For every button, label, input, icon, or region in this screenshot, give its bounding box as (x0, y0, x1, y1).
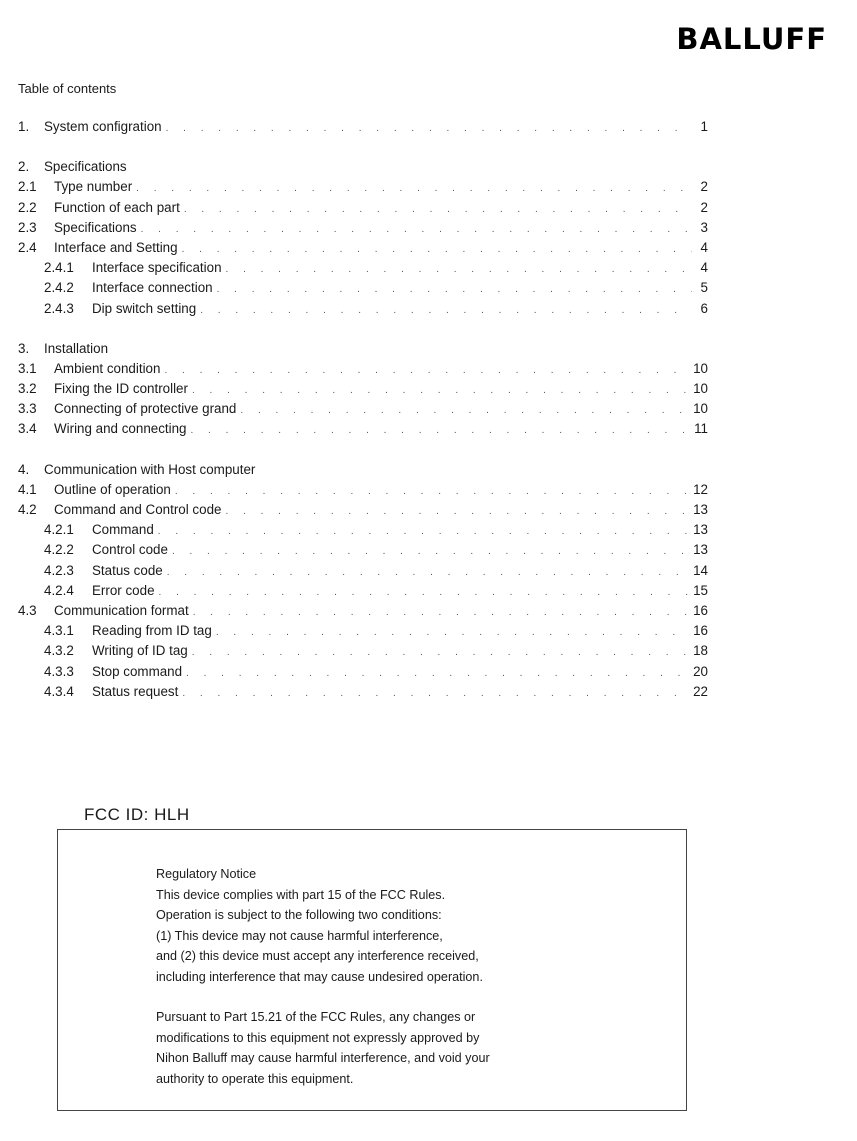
toc-entry (18, 561, 708, 581)
toc-entry-number: 4.2 (18, 502, 37, 517)
toc-entry-number: 3.1 (18, 360, 37, 376)
toc-entry (18, 117, 708, 137)
toc-heading-text: Specifications (44, 159, 127, 175)
toc-entry-text: Error code (92, 582, 155, 598)
toc-entry-number: 2.1 (18, 179, 37, 195)
toc-entry (18, 218, 708, 238)
toc-entry (18, 299, 708, 319)
toc-entry-text: System configration (44, 119, 162, 134)
toc-leader-dots (191, 421, 691, 441)
toc-title: Table of contents (18, 81, 117, 96)
toc-leader-dots (172, 542, 689, 562)
toc-entry-text: Communication format (54, 602, 189, 618)
table-of-contents (18, 117, 708, 702)
toc-leader-dots (193, 603, 689, 623)
toc-section-gap (18, 319, 708, 339)
toc-entry-number: 4.3.3 (44, 663, 74, 679)
toc-entry-text: Command (92, 522, 154, 538)
toc-page-number: 6 (700, 300, 708, 316)
toc-entry-number: 4.3.1 (44, 623, 74, 639)
toc-page-number: 22 (693, 683, 708, 699)
toc-entry (18, 419, 708, 439)
toc-leader-dots (192, 643, 689, 663)
toc-entry-number: 3.2 (18, 381, 37, 397)
toc-entry-text: Interface connection (92, 280, 213, 296)
toc-section-gap (18, 137, 708, 157)
toc-leader-dots (167, 563, 689, 583)
toc-entry-number: 4.3 (18, 602, 37, 618)
notice-line: authority to operate this equipment. (156, 1071, 354, 1086)
toc-entry (18, 258, 708, 278)
notice-line: Operation is subject to the following two conditions: (156, 908, 442, 922)
toc-page-number: 2 (700, 199, 708, 215)
toc-entry-text: Command and Control code (54, 502, 222, 517)
toc-page-number: 2 (700, 179, 708, 195)
toc-leader-dots (159, 583, 690, 603)
toc-heading-text: Installation (44, 340, 109, 356)
toc-leader-dots (240, 401, 689, 421)
balluff-logo: BALLUFF (676, 22, 827, 56)
toc-leader-dots (175, 482, 689, 502)
toc-entry (18, 682, 708, 702)
toc-page-number: 4 (700, 260, 708, 276)
toc-heading-number: 4. (18, 461, 30, 477)
toc-entry-number: 2.4.2 (44, 280, 74, 296)
toc-entry-number: 2.2 (18, 199, 37, 215)
toc-entry-number: 4.2.2 (44, 542, 74, 558)
toc-entry-text: Interface specification (92, 260, 222, 276)
notice-line: including interference that may cause undesired operation. (156, 969, 483, 984)
notice-line: (1) This device may not cause harmful interference, (156, 928, 443, 943)
toc-page-number: 18 (693, 643, 708, 659)
toc-entry (18, 379, 708, 399)
toc-entry-text: Interface and Setting (54, 239, 178, 255)
notice-paragraph-1 (156, 864, 490, 987)
toc-heading-text: Communication with Host computer (44, 461, 256, 477)
toc-leader-dots (136, 179, 692, 199)
toc-leader-dots (141, 220, 692, 240)
toc-leader-dots (192, 381, 689, 401)
toc-page-number: 12 (693, 481, 708, 497)
notice-line: modifications to this equipment not expressly approved by (156, 1030, 480, 1045)
toc-entry-number: 3.3 (18, 401, 37, 417)
notice-line: Regulatory Notice (156, 867, 257, 881)
toc-entry (18, 177, 708, 197)
toc-entry (18, 581, 708, 601)
toc-entry (18, 238, 708, 258)
toc-leader-dots (182, 240, 692, 260)
toc-page-number: 10 (693, 381, 708, 397)
toc-page-number: 16 (693, 623, 708, 639)
toc-entry-number: 2.4 (18, 239, 37, 255)
notice-line: and (2) this device must accept any interference received, (156, 949, 479, 963)
toc-leader-dots (216, 623, 689, 643)
toc-leader-dots (184, 200, 692, 220)
toc-page-number: 15 (693, 582, 708, 598)
toc-entry-text: Status request (92, 683, 179, 699)
toc-entry-text: Ambient condition (54, 360, 161, 376)
toc-page-number: 4 (700, 239, 708, 255)
toc-leader-dots (166, 119, 692, 139)
toc-page-number: 14 (693, 562, 708, 578)
toc-entry (18, 520, 708, 540)
toc-page-number: 11 (694, 421, 708, 437)
toc-section-gap (18, 440, 708, 460)
regulatory-notice-text (156, 864, 490, 1089)
toc-entry-text: Status code (92, 562, 163, 578)
toc-section-heading (18, 157, 708, 177)
toc-leader-dots (225, 502, 689, 522)
toc-leader-dots (158, 522, 689, 542)
toc-entry (18, 359, 708, 379)
toc-leader-dots (186, 664, 689, 684)
toc-entry (18, 540, 708, 560)
toc-entry-number: 2.4.1 (44, 260, 74, 276)
toc-section-heading (18, 339, 708, 359)
toc-leader-dots (182, 684, 689, 704)
toc-entry-text: Connecting of protective grand (54, 401, 237, 417)
toc-entry-number: 2.4.3 (44, 300, 74, 316)
toc-page-number: 10 (693, 360, 708, 376)
toc-entry-number: 4.3.2 (44, 643, 74, 659)
toc-page-number: 13 (693, 502, 708, 517)
toc-entry-text: Control code (92, 542, 168, 558)
toc-entry-text: Fixing the ID controller (54, 381, 188, 397)
toc-entry (18, 662, 708, 682)
toc-entry-number: 2.3 (18, 219, 37, 235)
toc-entry-text: Function of each part (54, 199, 180, 215)
toc-page-number: 13 (693, 522, 708, 538)
toc-leader-dots (200, 301, 692, 321)
toc-leader-dots (164, 361, 689, 381)
toc-leader-dots (217, 280, 692, 300)
fcc-id-label: FCC ID: HLH (84, 805, 190, 824)
toc-section-heading (18, 460, 708, 480)
toc-page-number: 1 (700, 119, 708, 134)
toc-entry-number: 4.2.4 (44, 582, 74, 598)
toc-entry (18, 641, 708, 661)
toc-entry-number: 1. (18, 119, 30, 134)
toc-entry-number: 3.4 (18, 421, 37, 437)
toc-entry (18, 399, 708, 419)
toc-entry-text: Reading from ID tag (92, 623, 212, 639)
toc-entry-text: Wiring and connecting (54, 421, 187, 437)
toc-entry (18, 198, 708, 218)
notice-paragraph-2 (156, 1007, 490, 1089)
toc-entry (18, 480, 708, 500)
toc-entry (18, 621, 708, 641)
toc-entry-number: 4.3.4 (44, 683, 74, 699)
toc-page-number: 5 (700, 280, 708, 296)
toc-entry-number: 4.2.1 (44, 522, 74, 538)
toc-entry-text: Writing of ID tag (92, 643, 188, 659)
toc-entry-text: Dip switch setting (92, 300, 197, 316)
toc-entry-text: Specifications (54, 219, 137, 235)
toc-heading-number: 2. (18, 159, 30, 175)
toc-page-number: 16 (693, 602, 708, 618)
toc-entry-text: Type number (54, 179, 133, 195)
toc-leader-dots (226, 260, 692, 280)
regulatory-notice-box (57, 829, 687, 1111)
toc-entry (18, 601, 708, 621)
toc-entry (18, 500, 708, 520)
toc-heading-number: 3. (18, 340, 30, 356)
toc-page-number: 13 (693, 542, 708, 558)
toc-entry (18, 278, 708, 298)
notice-line: This device complies with part 15 of the FCC Rules. (156, 887, 446, 902)
toc-entry-text: Stop command (92, 663, 183, 679)
toc-page-number: 3 (700, 219, 708, 235)
toc-entry-number: 4.2.3 (44, 562, 74, 578)
toc-page-number: 20 (693, 663, 708, 679)
toc-entry-text: Outline of operation (54, 481, 171, 497)
toc-entry-number: 4.1 (18, 481, 37, 497)
toc-page-number: 10 (693, 401, 708, 417)
notice-line: Nihon Balluff may cause harmful interference, and void your (156, 1051, 490, 1065)
notice-line: Pursuant to Part 15.21 of the FCC Rules, any changes or (156, 1010, 476, 1024)
